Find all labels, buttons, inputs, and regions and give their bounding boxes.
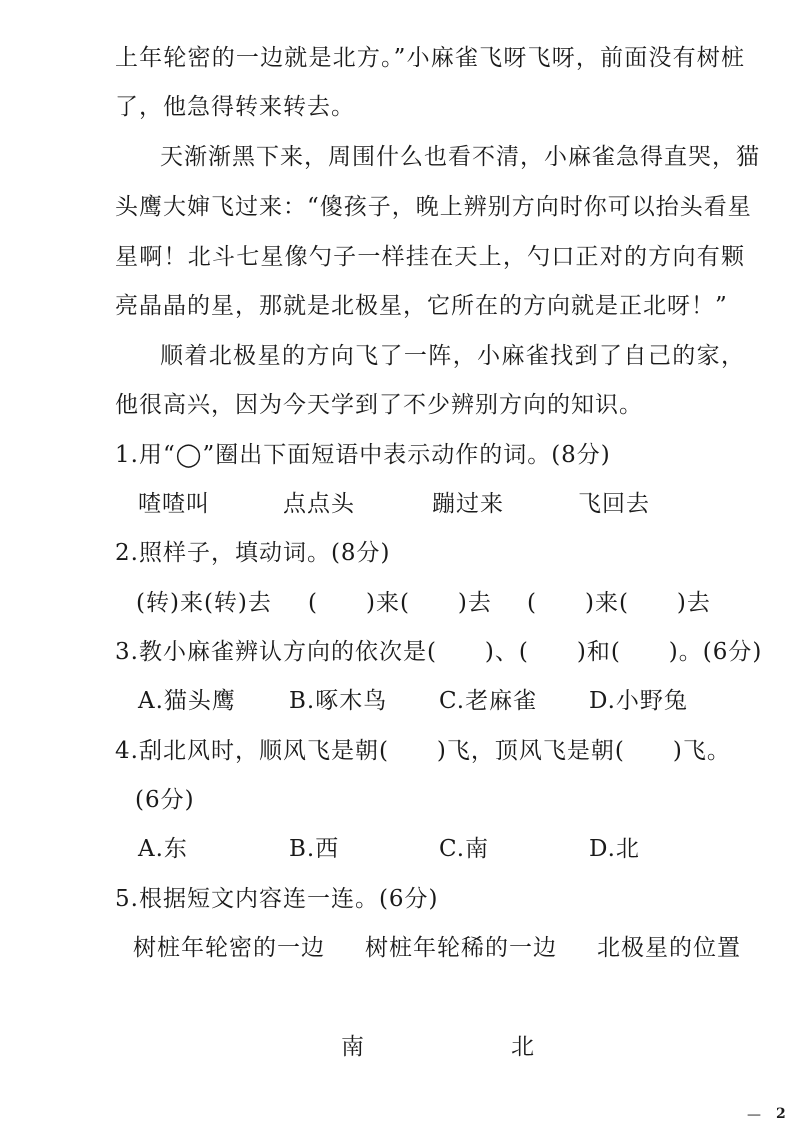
story-line-7: 顺着北极星的方向飞了一阵，小麻雀找到了自己的家， <box>160 343 745 369</box>
q4-option-b: B.西 <box>289 836 340 862</box>
story-line-1: 上年轮密的一边就是北方。”小麻雀飞呀飞呀，前面没有树桩 <box>115 45 745 71</box>
story-line-5: 星啊！北斗七星像勺子一样挂在天上，勺口正对的方向有颗 <box>115 244 745 270</box>
question-2-prompt: 2.照样子，填动词。(8分) <box>115 540 391 566</box>
question-4-score: (6分) <box>135 787 195 813</box>
q1-phrase-1[interactable]: 喳喳叫 <box>138 491 210 517</box>
story-line-6: 亮晶晶的星，那就是北极星，它所在的方向就是正北呀！” <box>115 293 728 319</box>
q4-option-c: C.南 <box>439 836 490 862</box>
question-1-prompt: 1.用“◯”圈出下面短语中表示动作的词。(8分) <box>115 442 611 468</box>
q5-top-item-2[interactable]: 树桩年轮稀的一边 <box>365 935 557 961</box>
footer-dash: — <box>747 1107 761 1123</box>
q5-bottom-item-north[interactable]: 北 <box>511 1034 535 1060</box>
q3-option-d: D.小野兔 <box>589 688 688 714</box>
q5-top-item-3[interactable]: 北极星的位置 <box>597 935 741 961</box>
q5-bottom-item-south[interactable]: 南 <box>341 1034 365 1060</box>
question-5-prompt: 5.根据短文内容连一连。(6分) <box>115 886 439 912</box>
q1-phrase-4[interactable]: 飞回去 <box>578 491 650 517</box>
q4-option-a: A.东 <box>138 836 188 862</box>
q3-option-b: B.啄木鸟 <box>289 688 388 714</box>
story-line-3: 天渐渐黑下来，周围什么也看不清，小麻雀急得直哭，猫 <box>160 144 760 170</box>
question-3-prompt[interactable]: 3.教小麻雀辨认方向的依次是( )、( )和( )。(6分) <box>115 639 763 665</box>
q1-phrase-3[interactable]: 蹦过来 <box>432 491 504 517</box>
q4-option-d: D.北 <box>589 836 640 862</box>
q1-phrase-2[interactable]: 点点头 <box>283 491 355 517</box>
q2-example: (转)来(转)去 <box>136 590 272 616</box>
story-line-4: 头鹰大婶飞过来：“傻孩子，晚上辨别方向时你可以抬头看星 <box>115 194 752 220</box>
q5-top-item-1[interactable]: 树桩年轮密的一边 <box>133 935 325 961</box>
q3-option-c: C.老麻雀 <box>439 688 538 714</box>
q2-blank-1[interactable]: ( )来( )去 <box>308 590 492 616</box>
page-number: 2 <box>776 1106 786 1122</box>
q3-option-a: A.猫头鹰 <box>138 688 236 714</box>
story-line-8: 他很高兴，因为今天学到了不少辨别方向的知识。 <box>115 392 643 418</box>
question-4-prompt[interactable]: 4.刮北风时，顺风飞是朝( )飞，顶风飞是朝( )飞。 <box>115 738 731 764</box>
story-line-2: 了，他急得转来转去。 <box>115 94 355 120</box>
q2-blank-2[interactable]: ( )来( )去 <box>527 590 711 616</box>
